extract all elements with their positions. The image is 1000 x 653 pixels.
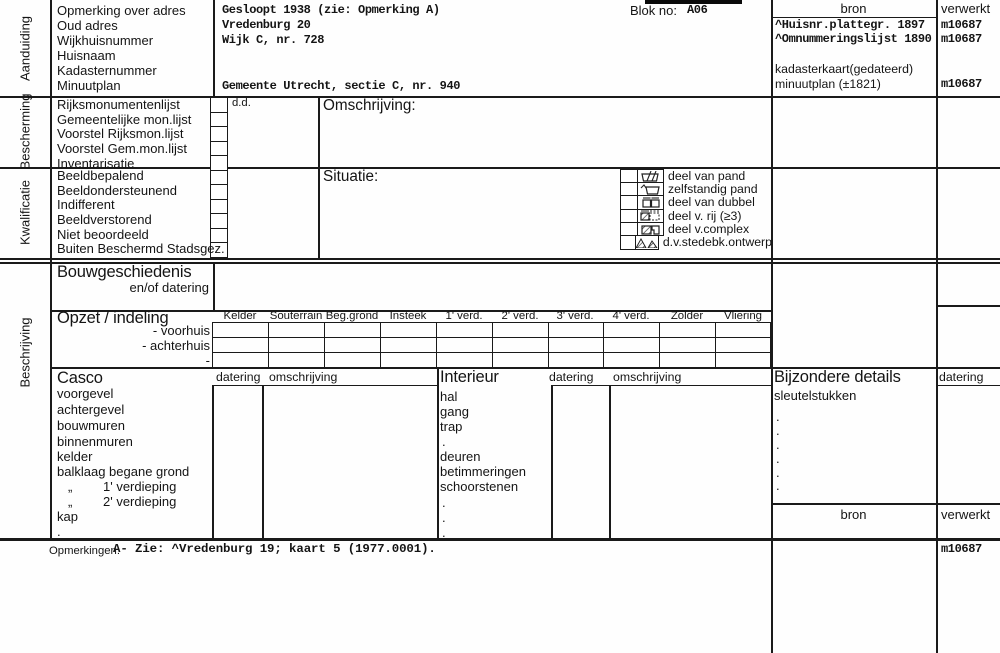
interieur-item: deuren [440, 449, 481, 464]
bron-footer-header: bron [840, 507, 867, 522]
casco-item: achtergevel [57, 402, 125, 417]
rule [213, 0, 215, 96]
kwalificatie-item: Niet beoordeeld [57, 227, 149, 242]
opzet-row-label: - [205, 353, 210, 368]
bron-column-header: bron [840, 1, 867, 16]
checkbox[interactable] [211, 112, 227, 127]
rule [551, 385, 771, 386]
omschrijving-header: omschrijving [269, 370, 338, 384]
rule [548, 323, 549, 367]
casco-item: bouwmuren [57, 418, 125, 433]
bron-entry: ^Huisnr.plattegr. 1897 [775, 18, 925, 32]
datering-header: datering [549, 370, 594, 384]
opzet-title: Opzet / indeling [57, 309, 169, 327]
rule [268, 323, 269, 367]
pand-type-label: deel van pand [668, 169, 746, 183]
bescherming-item: Inventarisatie [57, 156, 135, 171]
opzet-grid [212, 322, 771, 368]
checkbox[interactable] [211, 98, 227, 112]
typed-value-wijkhuisnummer: Wijk C, nr. 728 [222, 33, 325, 47]
rule [213, 352, 770, 353]
rule [262, 385, 264, 538]
kwalificatie-item: Beeldverstorend [57, 212, 152, 227]
bijzondere-dot: . [776, 465, 780, 480]
bouwgeschiedenis-subtitle: en/of datering [129, 280, 209, 295]
ditto-mark: „ [68, 494, 73, 509]
opzet-column-header: Kelder [223, 310, 257, 322]
rule [551, 385, 553, 538]
pand-type-label: d.v.stedebk.ontwerp [662, 234, 772, 249]
rule [50, 0, 52, 539]
checkbox-ladder [210, 97, 228, 258]
rule [0, 167, 1000, 169]
bescherming-item: Rijksmonumentenlijst [57, 97, 180, 112]
bescherming-item: Voorstel Gem.mon.lijst [57, 141, 188, 156]
rule [380, 323, 381, 367]
section-label-bescherming: Bescherming [17, 93, 33, 170]
interieur-item: . [442, 434, 446, 449]
bescherming-item: Gemeentelijke mon.lijst [57, 112, 192, 127]
typed-value-minuutplan: Gemeente Utrecht, sectie C, nr. 940 [222, 79, 461, 93]
opzet-row-label: - achterhuis [142, 338, 210, 353]
checkbox[interactable] [211, 184, 227, 199]
interieur-item: . [442, 525, 446, 540]
bijzondere-dot: . [776, 409, 780, 424]
verwerkt-entry: m10687 [941, 32, 982, 46]
casco-item: . [57, 524, 61, 539]
stedebouwkundig-ontwerp-icon [636, 235, 659, 250]
datering-header: datering [939, 370, 984, 384]
rule [659, 323, 660, 367]
interieur-item: betimmeringen [440, 464, 526, 479]
verwerkt-column-header: verwerkt [941, 1, 991, 16]
opmerkingen-label: Opmerkingen: [49, 545, 120, 557]
interieur-item: . [442, 510, 446, 525]
rule [0, 258, 1000, 260]
opzet-column-header: Vliering [724, 310, 762, 322]
opzet-column-header: Beg.grond [325, 310, 379, 322]
verwerkt-entry: m10687 [941, 77, 982, 91]
omschrijving-header: omschrijving [613, 370, 682, 384]
kwalificatie-item: Indifferent [57, 197, 115, 212]
opmerkingen-value: A- Zie: ^Vredenburg 19; kaart 5 (1977.0001). [113, 542, 436, 556]
interieur-item: hal [440, 389, 458, 404]
rule [213, 262, 215, 310]
rule [715, 323, 716, 367]
field-label: Opmerking over adres [57, 3, 186, 18]
checkbox[interactable] [211, 126, 227, 141]
bijzondere-item: sleutelstukken [774, 388, 857, 403]
rule [609, 385, 611, 538]
datering-header: datering [216, 370, 261, 384]
opzet-column-header: Souterrain [269, 310, 323, 322]
checkbox[interactable] [211, 213, 227, 228]
opzet-column-header: 2' verd. [501, 310, 539, 322]
casco-item: 2' verdieping [103, 494, 177, 509]
kwalificatie-item: Beeldbepalend [57, 168, 144, 183]
blok-no-value: A06 [687, 3, 708, 17]
bijzondere-dot: . [776, 423, 780, 438]
rule [771, 0, 773, 653]
pand-type-list [620, 169, 772, 250]
casco-item: 1' verdieping [103, 479, 177, 494]
rule [936, 305, 1000, 307]
dd-label: d.d. [232, 97, 251, 109]
rule [324, 323, 325, 367]
casco-item: kap [57, 509, 78, 524]
opzet-column-header: Zolder [670, 310, 704, 322]
bijzondere-dot: . [776, 478, 780, 493]
rule [437, 367, 439, 538]
situatie-heading: Situatie: [323, 168, 379, 185]
checkbox[interactable] [211, 170, 227, 185]
opzet-column-header: 1' verd. [445, 310, 483, 322]
bijzondere-dot: . [776, 437, 780, 452]
rule [213, 337, 770, 338]
pand-type-label: deel v.complex [668, 221, 750, 236]
pand-type-row [620, 235, 772, 250]
checkbox[interactable] [211, 199, 227, 214]
rule [936, 385, 1000, 386]
omschrijving-heading: Omschrijving: [323, 97, 416, 114]
field-label: Huisnaam [57, 48, 116, 63]
field-label: Wijkhuisnummer [57, 33, 154, 48]
bijzondere-dot: . [776, 451, 780, 466]
kwalificatie-item: Buiten Beschermd Stadsgez. [57, 241, 225, 256]
field-label: Kadasternummer [57, 63, 157, 78]
section-label-kwalificatie: Kwalificatie [17, 179, 33, 246]
rule [492, 323, 493, 367]
bron-entry: ^Omnummeringslijst 1890 [775, 32, 932, 46]
verwerkt-entry: m10687 [941, 18, 982, 32]
interieur-item: trap [440, 419, 463, 434]
opzet-column-header: 4' verd. [612, 310, 650, 322]
typed-value-opmerking-adres: Gesloopt 1938 (zie: Opmerking A) [222, 3, 440, 17]
pand-type-label: deel van dubbel [668, 195, 755, 210]
interieur-item: . [442, 495, 446, 510]
rule [436, 323, 437, 367]
opzet-row-label: - voorhuis [152, 323, 210, 338]
interieur-title: Interieur [440, 368, 499, 386]
interieur-item: gang [440, 404, 469, 419]
rule [603, 323, 604, 367]
bron-printed-entry: kadasterkaart(gedateerd) [775, 62, 914, 76]
typed-value-oud-adres: Vredenburg 20 [222, 18, 311, 32]
pand-type-label: deel v. rij (≥3) [668, 208, 742, 223]
ditto-mark: „ [68, 479, 73, 494]
rule [936, 0, 938, 653]
field-label: Minuutplan [57, 78, 121, 93]
pand-type-label: zelfstandig pand [668, 182, 758, 197]
casco-item: binnenmuren [57, 434, 133, 449]
bron-printed-entry: minuutplan (±1821) [775, 77, 881, 91]
section-label-aanduiding: Aanduiding [17, 15, 33, 82]
blok-no-label: Blok no: [630, 3, 677, 18]
verwerkt-entry: m10687 [941, 542, 982, 556]
casco-item: voorgevel [57, 386, 114, 401]
section-label-beschrijving: Beschrijving [17, 317, 33, 388]
bouwgeschiedenis-title: Bouwgeschiedenis [57, 263, 192, 281]
checkbox[interactable] [211, 155, 227, 170]
checkbox[interactable] [211, 141, 227, 156]
casco-item: balklaag begane grond [57, 464, 190, 479]
kwalificatie-item: Beeldondersteunend [57, 183, 177, 198]
rule [771, 503, 1000, 505]
opzet-column-header: Insteek [389, 310, 427, 322]
rule [318, 96, 320, 259]
opzet-column-header: 3' verd. [556, 310, 594, 322]
interieur-item: schoorstenen [440, 479, 519, 494]
rule [0, 538, 1000, 541]
bijzondere-details-title: Bijzondere details [774, 368, 901, 386]
casco-item: kelder [57, 449, 93, 464]
bescherming-item: Voorstel Rijksmon.lijst [57, 126, 184, 141]
casco-title: Casco [57, 369, 103, 387]
field-label: Oud adres [57, 18, 118, 33]
rule [212, 385, 214, 538]
verwerkt-footer-header: verwerkt [941, 507, 991, 522]
checkbox[interactable] [620, 235, 636, 250]
rule [212, 385, 437, 386]
